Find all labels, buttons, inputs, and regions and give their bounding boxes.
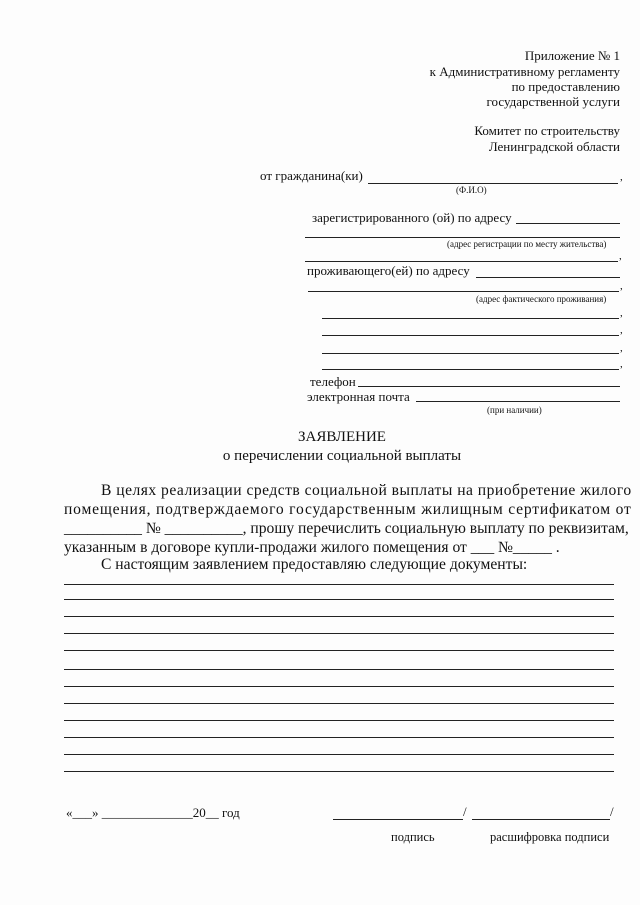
addressee-region: Ленинградской области	[488, 139, 620, 154]
living-address-caption: (адрес фактического проживания)	[476, 294, 607, 304]
from-citizen-label: от гражданина(ки)	[260, 168, 363, 183]
comma: ,	[620, 324, 623, 336]
body-line-4: указанным в договоре купли-продажи жилого помещения от ___ №_____ .	[64, 539, 560, 556]
date-field[interactable]: «___» ______________20__ год	[66, 805, 240, 820]
signature-decode-caption: расшифровка подписи	[490, 830, 610, 844]
fio-field-line[interactable]	[368, 183, 618, 184]
appendix-service: государственной услуги	[486, 94, 620, 109]
document-entry-line[interactable]	[64, 686, 614, 687]
registered-address-line-3[interactable]	[305, 261, 618, 262]
document-entry-line[interactable]	[64, 720, 614, 721]
email-caption: (при наличии)	[487, 405, 542, 415]
document-entry-line[interactable]	[64, 633, 614, 634]
body-line-3: __________ № __________, прошу перечислить социальную выплату по реквизитам,	[64, 520, 629, 537]
registered-address-caption: (адрес регистрации по месту жительства)	[447, 239, 607, 249]
comma: ,	[620, 307, 623, 319]
addressee-committee: Комитет по строительству	[474, 123, 620, 138]
phone-field-line[interactable]	[358, 386, 620, 387]
body-line-1: В целях реализации средств социальной выплаты на приобретение жилого	[101, 482, 632, 499]
document-entry-line[interactable]	[64, 584, 614, 585]
living-address-line-1[interactable]	[476, 277, 620, 278]
phone-label: телефон	[310, 374, 356, 389]
comma: ,	[620, 171, 623, 183]
document-entry-line[interactable]	[64, 616, 614, 617]
document-title: ЗАЯВЛЕНИЕ	[298, 429, 386, 445]
document-entry-line[interactable]	[64, 599, 614, 600]
signature-decode-line[interactable]	[472, 819, 610, 820]
signature-caption: подпись	[391, 830, 435, 844]
appendix-regulation: к Административному регламенту	[429, 64, 620, 79]
document-entry-line[interactable]	[64, 771, 614, 772]
living-address-line-2[interactable]	[308, 291, 619, 292]
appendix-provision: по предоставлению	[511, 79, 620, 94]
document-entry-line[interactable]	[64, 703, 614, 704]
registered-address-label: зарегистрированного (ой) по адресу	[312, 210, 512, 225]
extra-line-3[interactable]	[322, 353, 619, 354]
document-subtitle: о перечислении социальной выплаты	[222, 448, 462, 464]
document-entry-line[interactable]	[64, 669, 614, 670]
living-address-label: проживающего(ей) по адресу	[307, 263, 470, 278]
extra-line-2[interactable]	[322, 335, 619, 336]
body-line-5: С настоящим заявлением предоставляю следующие документы:	[101, 556, 528, 573]
document-entry-line[interactable]	[64, 650, 614, 651]
signature-line[interactable]	[333, 819, 463, 820]
body-line-2: помещения, подтверждаемого государственным жилищным сертификатом от	[64, 501, 632, 518]
signature-separator: /	[463, 804, 467, 819]
appendix-number: Приложение № 1	[524, 48, 620, 63]
comma: ,	[620, 342, 623, 354]
email-field-line[interactable]	[416, 401, 620, 402]
registered-address-line-1[interactable]	[516, 223, 620, 224]
extra-line-1[interactable]	[322, 318, 619, 319]
email-label: электронная почта	[307, 389, 410, 404]
fio-caption: (Ф.И.О)	[456, 185, 487, 195]
document-entry-line[interactable]	[64, 737, 614, 738]
comma: ,	[620, 358, 623, 370]
registered-address-line-2[interactable]	[305, 237, 620, 238]
signature-separator: /	[610, 804, 614, 819]
extra-line-4[interactable]	[322, 369, 619, 370]
comma: ,	[619, 250, 622, 262]
document-entry-line[interactable]	[64, 754, 614, 755]
comma: ,	[620, 280, 623, 292]
